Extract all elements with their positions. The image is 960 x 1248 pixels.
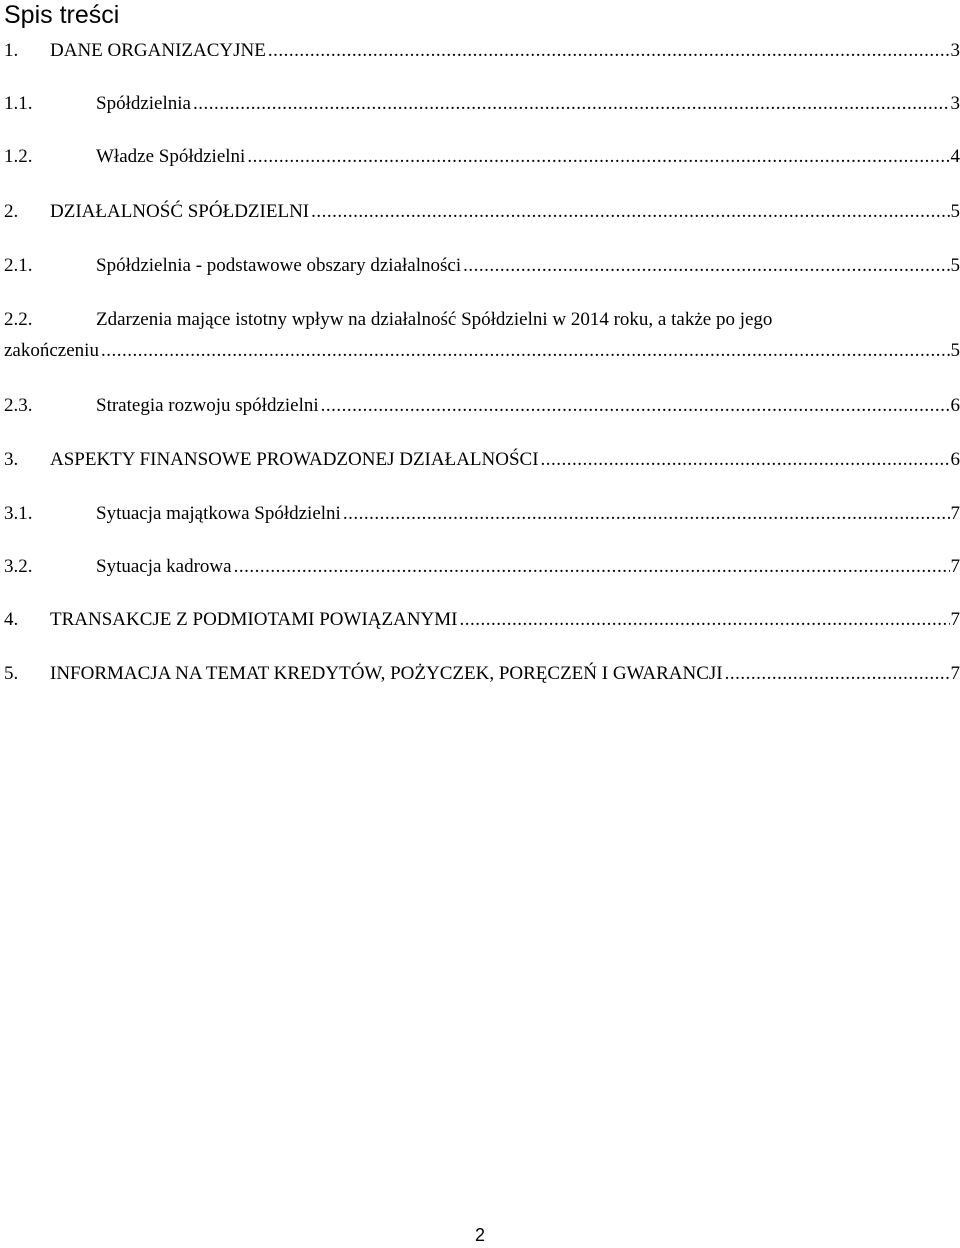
toc-entry-5[interactable] xyxy=(4,663,960,685)
toc-entry-text: Władze Spółdzielni xyxy=(96,146,246,167)
toc-leader-dots xyxy=(311,201,949,223)
toc-entry-text: Zdarzenia mające istotny wpływ na działalność Spółdzielni w 2014 roku, a także po jego xyxy=(96,309,773,330)
toc-entry-number: 2.1. xyxy=(4,255,33,276)
toc-entry-number: 3.2. xyxy=(4,556,33,577)
toc-entry-3-1[interactable] xyxy=(4,503,960,525)
toc-entry-text: DANE ORGANIZACYJNE xyxy=(50,40,266,61)
toc-entry-1-2[interactable] xyxy=(4,146,960,168)
toc-entry-page: 5 xyxy=(950,255,960,276)
toc-entry-2-2[interactable] xyxy=(4,309,960,362)
toc-entry-number: 2.3. xyxy=(4,395,33,416)
toc-entry-number: 2.2. xyxy=(4,309,33,330)
toc-entry-text: Strategia rozwoju spółdzielni xyxy=(96,395,319,416)
toc-entry-1[interactable] xyxy=(4,40,960,62)
toc-entry-page: 7 xyxy=(950,609,960,630)
toc-entry-text: Sytuacja majątkowa Spółdzielni xyxy=(96,503,341,524)
toc-leader-dots xyxy=(193,93,950,115)
toc-entry-3[interactable] xyxy=(4,449,960,471)
toc-entry-page: 3 xyxy=(950,93,960,114)
toc-leader-dots xyxy=(343,503,950,525)
toc-entry-2[interactable] xyxy=(4,201,960,223)
toc-leader-dots xyxy=(725,663,950,685)
toc-entry-text: TRANSAKCJE Z PODMIOTAMI POWIĄZANYMI xyxy=(50,609,458,630)
toc-entry-text: Spółdzielnia xyxy=(96,93,191,114)
toc-entry-page: 6 xyxy=(950,449,960,470)
toc-entry-page: 7 xyxy=(950,503,960,524)
toc-entry-text: Spółdzielnia - podstawowe obszary działalności xyxy=(96,255,462,276)
toc-entry-page: 7 xyxy=(950,663,960,684)
toc-entry-text: INFORMACJA NA TEMAT KREDYTÓW, POŻYCZEK, PORĘCZEŃ I GWARANCJI xyxy=(50,663,723,684)
toc-entry-number: 3. xyxy=(4,449,19,470)
toc-leader-dots xyxy=(463,255,949,277)
toc-leader-dots xyxy=(247,146,949,168)
toc-entry-page: 4 xyxy=(950,146,960,167)
toc-title: Spis treści xyxy=(4,1,120,29)
toc-entry-number: 2. xyxy=(4,201,19,222)
toc-entry-number: 4. xyxy=(4,609,19,630)
toc-entry-text: Sytuacja kadrowa xyxy=(96,556,232,577)
toc-entry-number: 1.2. xyxy=(4,146,33,167)
toc-entry-4[interactable] xyxy=(4,609,960,631)
toc-leader-dots xyxy=(268,40,950,62)
toc-leader-dots xyxy=(321,395,950,417)
toc-entry-3-2[interactable] xyxy=(4,556,960,578)
toc-leader-dots xyxy=(541,449,950,471)
toc-entry-text: DZIAŁALNOŚĆ SPÓŁDZIELNI xyxy=(50,201,310,222)
toc-entry-number: 5. xyxy=(4,663,19,684)
page-number: 2 xyxy=(474,1225,485,1245)
toc-entry-2-3[interactable] xyxy=(4,395,960,417)
toc-entry-1-1[interactable] xyxy=(4,93,960,115)
toc-leader-dots xyxy=(234,556,950,578)
toc-leader-dots xyxy=(460,609,950,631)
toc-entry-2-1[interactable] xyxy=(4,255,960,277)
toc-entry-number: 3.1. xyxy=(4,503,33,524)
toc-entry-text: ASPEKTY FINANSOWE PROWADZONEJ DZIAŁALNOŚCI xyxy=(50,449,539,470)
toc-leader-dots xyxy=(101,340,950,362)
toc-entry-page: 3 xyxy=(950,40,960,61)
toc-entry-page: 7 xyxy=(950,556,960,577)
toc-entry-page: 5 xyxy=(950,201,960,222)
toc-entry-text-continued: zakończeniu xyxy=(4,340,99,361)
toc-entry-page: 6 xyxy=(950,395,960,416)
toc-entry-number: 1. xyxy=(4,40,19,61)
toc-entry-number: 1.1. xyxy=(4,93,33,114)
toc-entry-page: 5 xyxy=(950,340,960,361)
